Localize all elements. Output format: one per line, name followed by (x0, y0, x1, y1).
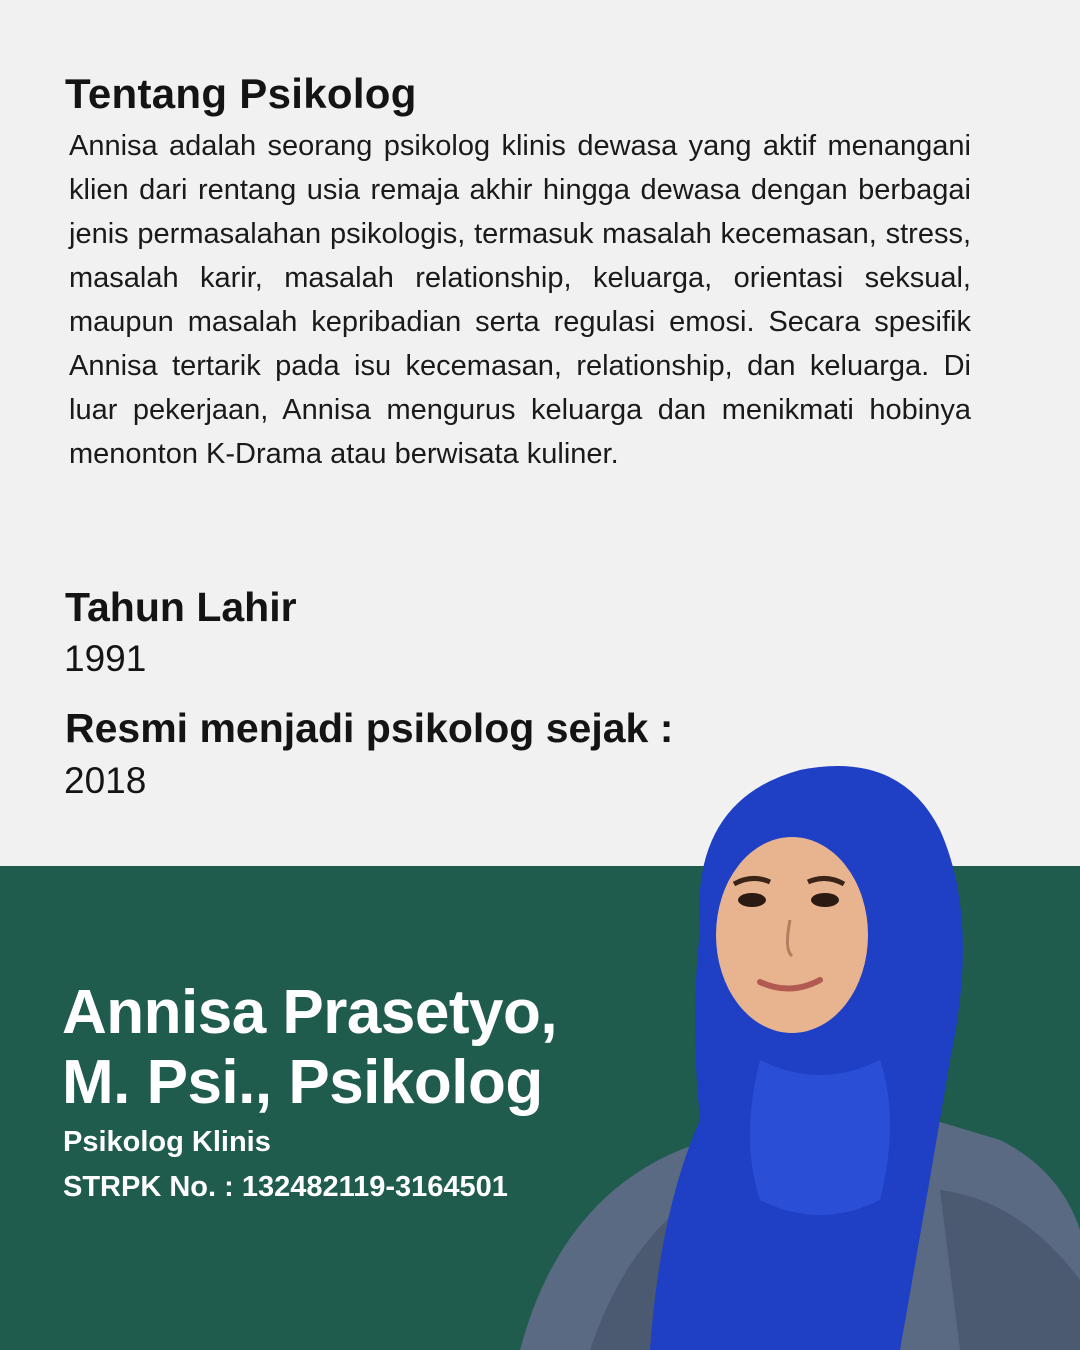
practice-since-label: Resmi menjadi psikolog sejak : (65, 705, 674, 751)
psychologist-name (62, 978, 557, 1118)
name-line-1: Annisa Prasetyo, (62, 978, 558, 1047)
name-line-2: M. Psi., Psikolog (62, 1048, 543, 1117)
psychologist-role: Psikolog Klinis (63, 1126, 271, 1158)
about-title: Tentang Psikolog (65, 70, 417, 117)
birth-year-value: 1991 (64, 638, 147, 679)
practice-since-value: 2018 (64, 760, 147, 801)
about-description: Annisa adalah seorang psikolog klinis dewasa yang aktif menangani klien dari rentang usia remaja akhir hingga dewasa dengan berbagai jenis permasalahan psikologis, termasuk masalah kecemasan, stress, masalah karir, masalah relationship, keluarga, orientasi seksual, maupun masalah kepribadian serta regulasi emosi. Secara spesifik Annisa tertarik pada isu kecemasan, relationship, dan keluarga. Di luar pekerjaan, Annisa mengurus keluarga dan menikmati hobinya menonton K-Drama atau berwisata kuliner. (69, 130, 971, 470)
birth-year-label: Tahun Lahir (65, 584, 297, 630)
face-shape (716, 837, 868, 1033)
strpk-number: STRPK No. : 132482119-3164501 (63, 1171, 508, 1203)
